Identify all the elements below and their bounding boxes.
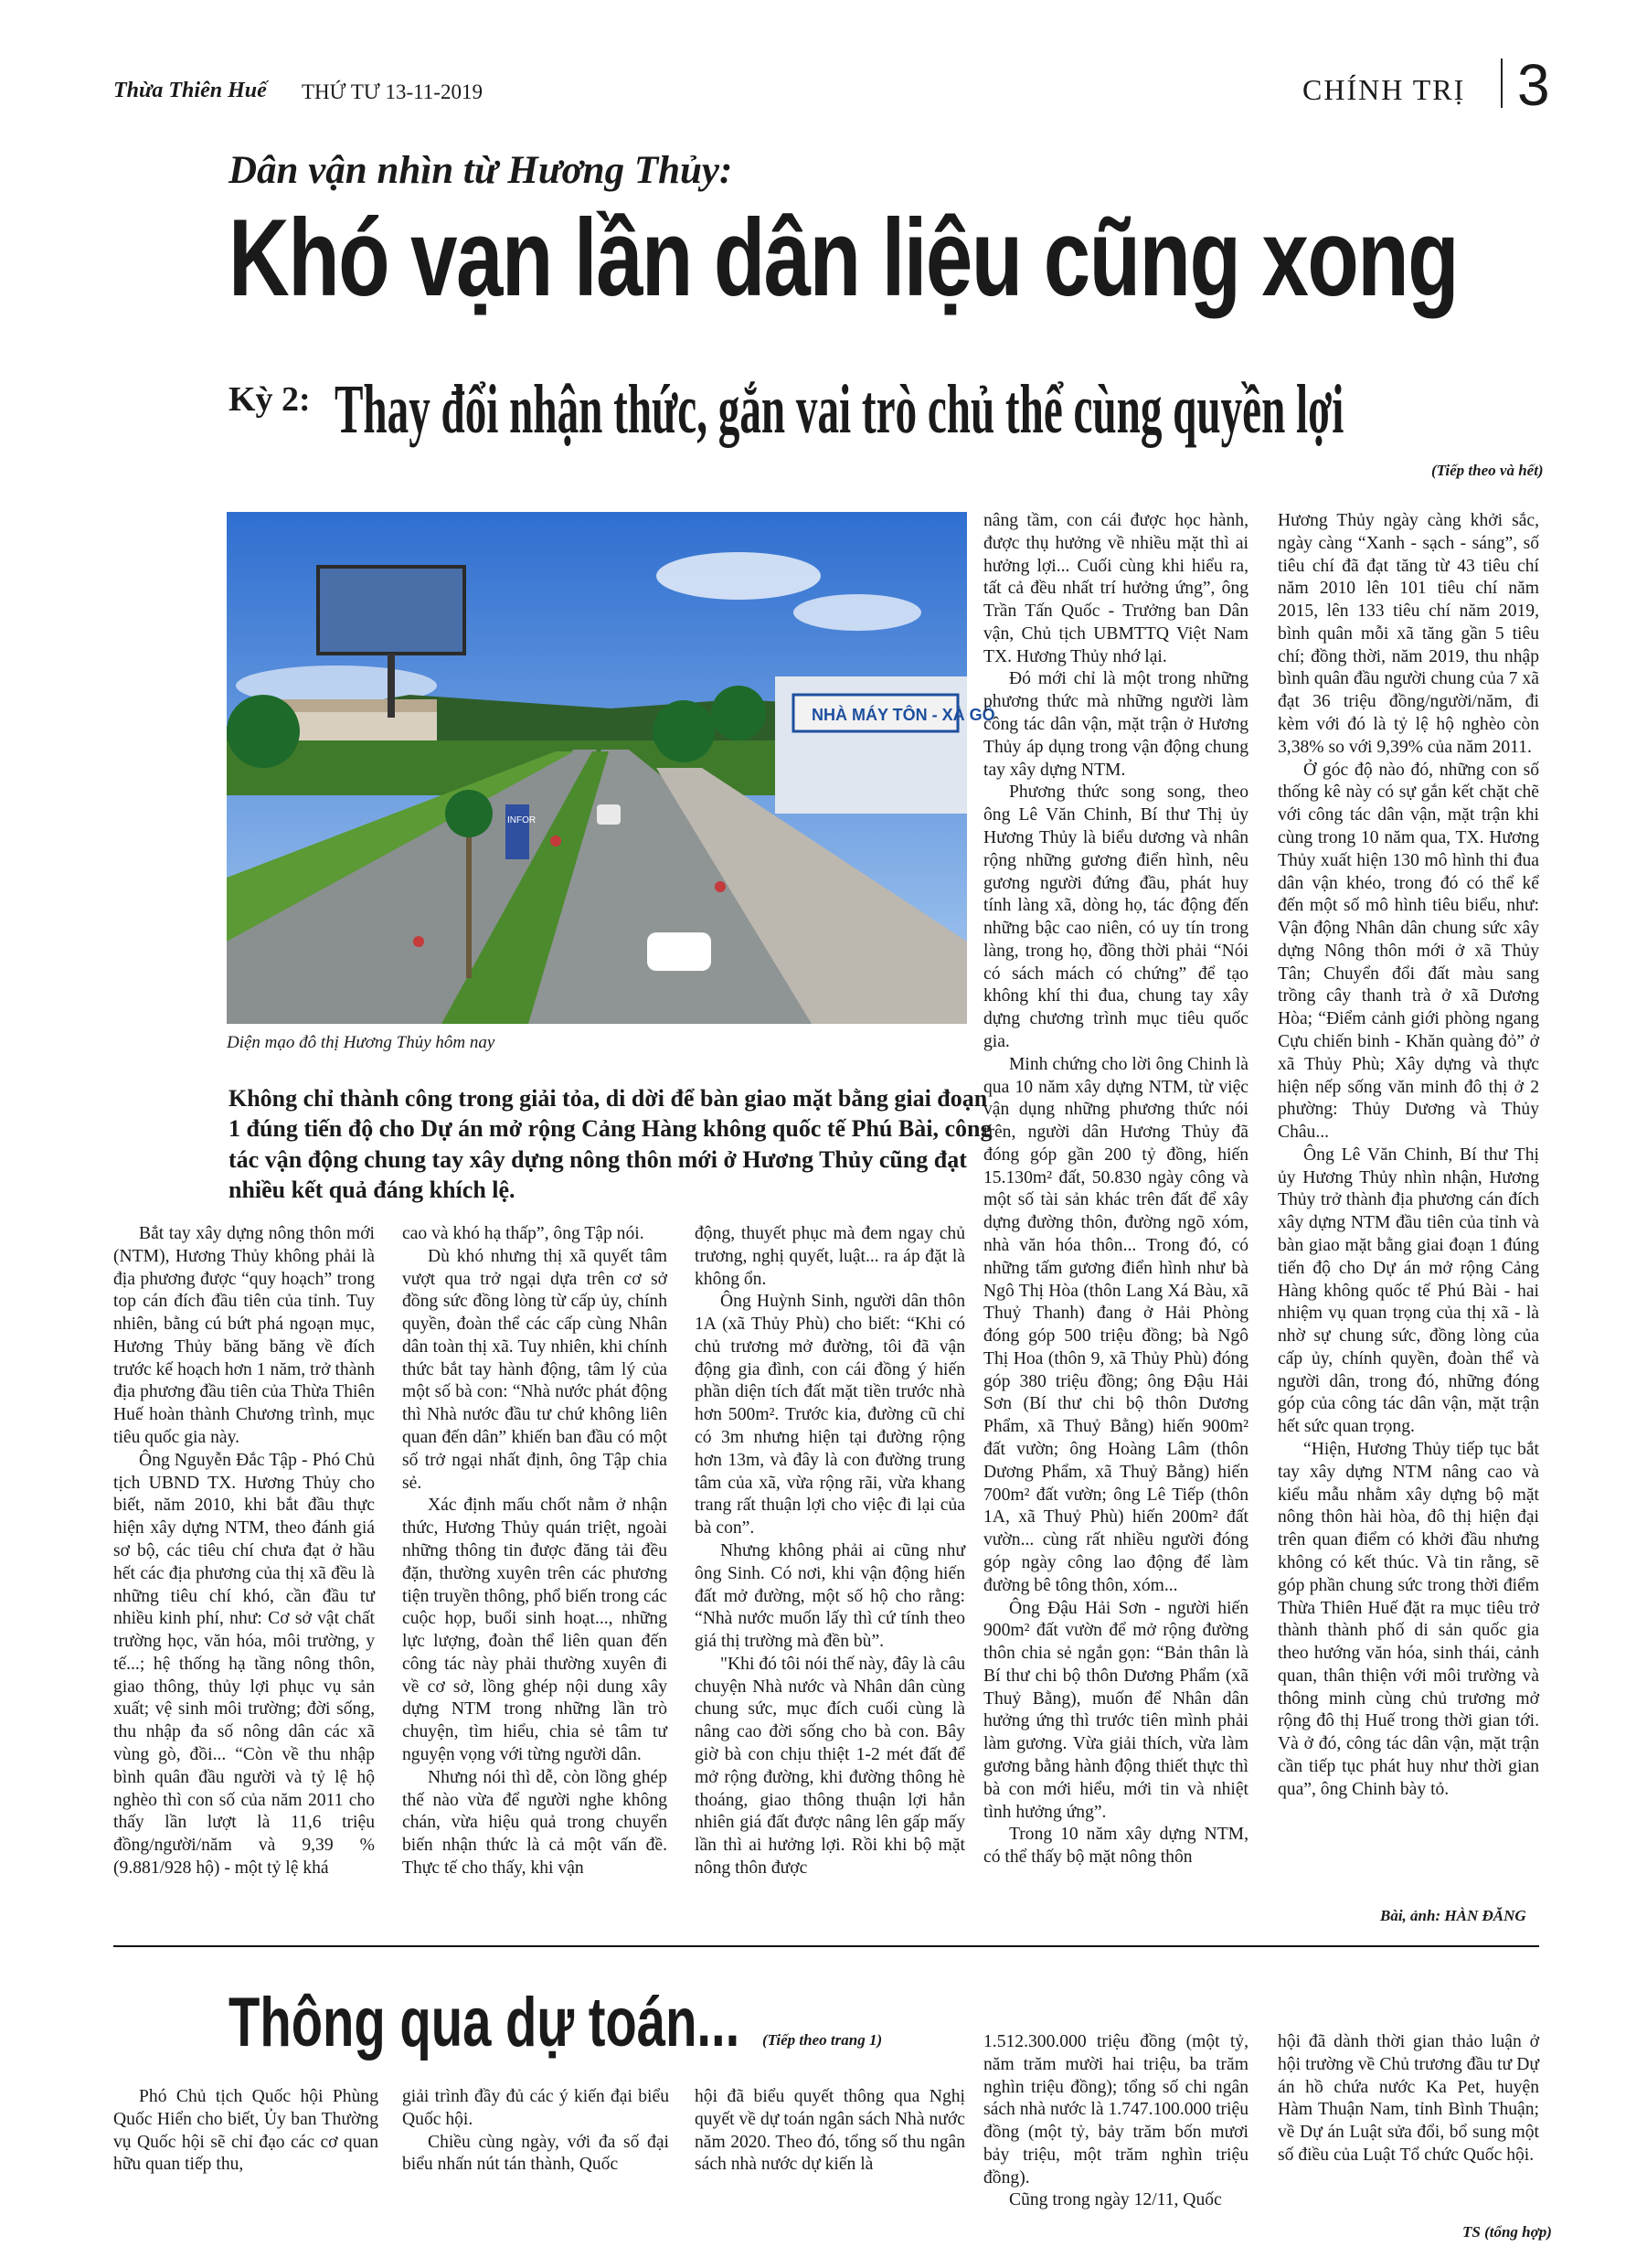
second-article-continued: (Tiếp theo trang 1): [762, 2031, 883, 2049]
second-article-column-5: [1278, 2031, 1539, 2167]
paragraph: hội đã biểu quyết thông qua Nghị quyết về dự toán ngân sách Nhà nước năm 2020. Theo đó, tổng số thu ngân sách nhà nước dự kiến là: [695, 2087, 965, 2175]
paragraph: 1.512.300.000 triệu đồng (một tỷ, năm trăm mười hai triệu, ba trăm nghìn triệu đồng); tổng số chi ngân sách nhà nước là 1.747.100.000 triệu đồng (một tỷ, bảy trăm bốn mươi bảy triệu, một trăm nghìn triệu đồng).: [983, 2032, 1249, 2188]
article-column-top-1: [983, 510, 1249, 1869]
article-photo: [227, 512, 995, 1024]
article-column-bottom-2: [402, 1223, 667, 1880]
paragraph: Bắt tay xây dựng nông thôn mới (NTM), Hương Thủy không phải là địa phương được “quy hoạch” trong top cán đích đầu tiên của tỉnh. Tuy nhiên, bằng cú bứt phá ngoạn mục, Hương Thủy băng băng về đích trước kế hoạch hơn 1 năm, trở thành địa phương đầu tiên của Thừa Thiên Huế hoàn thành Chương trình, mục tiêu quốc gia này.: [113, 1224, 375, 1448]
paragraph: Ở góc độ nào đó, những con số thống kê này có sự gắn kết chặt chẽ với công tác dân vận, mặt trận khi cùng trong 10 năm qua, TX. Hương Thủy xuất hiện 130 mô hình thi đua dân vận khéo, trong đó có thể kể đến một số mô hình tiêu biểu, như: Vận động Nhân dân chung sức xây dựng Nông thôn mới ở xã Thủy Tân; Chuyển đổi đất màu sang trồng cây thanh trà ở xã Dương Hòa; “Điểm cảnh giới phòng ngang Cựu chiến binh - Khăn quàng đỏ” ở xã Thủy Phù; Xây dựng và thực hiện nếp sống văn minh đô thị ở 2 phường: Thủy Dương và Thủy Châu...: [1278, 760, 1539, 1143]
second-article-column-4: [983, 2031, 1249, 2212]
paragraph: Cũng trong ngày 12/11, Quốc: [1009, 2190, 1222, 2210]
second-article-column-3: [695, 2086, 965, 2177]
paragraph: Nhưng nói thì dễ, còn lồng ghép thế nào vừa để người nghe không chán, vừa hiệu quả trong chuyển biến nhận thức là cả một vấn đề. Thực tế cho thấy, khi vận: [402, 1767, 667, 1878]
paragraph: động, thuyết phục mà đem ngay chủ trương, nghị quyết, luật... ra áp đặt là không ổn.: [695, 1224, 965, 1289]
article-column-bottom-3: [695, 1223, 965, 1880]
article-headline: Khó vạn lần dân liệu cũng xong: [228, 197, 1459, 319]
article-column-top-2: [1278, 510, 1539, 1802]
paragraph: hội đã dành thời gian thảo luận ở hội trường về Chủ trương đầu tư Dự án hồ chứa nước Ka Pet, huyện Hàm Thuận Nam, tỉnh Bình Thuận; về Dự án Luật sửa đổi, bổ sung một số điều của Luật Tổ chức Quốc hội.: [1278, 2032, 1539, 2165]
paragraph: Ông Huỳnh Sinh, người dân thôn 1A (xã Thủy Phù) cho biết: “Khi có chủ trương mở đường, tôi đã vận động gia đình, con cái đồng ý hiến phần diện tích đất mặt tiền trước nhà hơn 500m². Trước kia, đường cũ chỉ có 3m nhưng hiện tại đường rộng hơn 13m, và đây là con đường trung tâm của xã, vừa rộng rãi, vừa khang trang rất thuận lợi cho việc đi lại của bà con”.: [695, 1292, 965, 1539]
paragraph: nâng tầm, con cái được học hành, được thụ hưởng về nhiều mặt thì ai hưởng lợi... Cuối cùng khi hiểu ra, tất cả đều nhất trí hưởng ứng”, ông Trần Tấn Quốc - Trưởng ban Dân vận, Chủ tịch UBMTTQ Việt Nam TX. Hương Thủy nhớ lại.: [983, 511, 1249, 666]
paragraph: “Hiện, Hương Thủy tiếp tục bắt tay xây dựng NTM nâng cao và kiểu mẫu nhằm xây dựng bộ mặt nông thôn hài hòa, đô thị hiện đại trên quan điểm có khởi đầu nhưng không có kết thúc. Và tin rằng, sẽ góp phần chung sức trong thời điểm Thừa Thiên Huế đặt ra mục tiêu trở thành thành phố di sản quốc gia theo hướng văn hóa, sinh thái, cảnh quan, thân thiện với môi trường và thông minh cùng chủ trương mở rộng đô thị Huế trong thời gian tới. Và ở đó, công tác dân vận, mặt trận cần tiếp tục phát huy như thời gian qua”, ông Chinh bày tỏ.: [1278, 1440, 1539, 1799]
paragraph: Ông Đậu Hải Sơn - người hiến 900m² đất vườn để mở rộng đường thôn chia sẻ ngắn gọn: “Bản thân là Bí thư chi bộ thôn Dương Phẩm (xã Thuỷ Bằng), muốn để Nhân dân hưởng ứng thì trước tiên mình phải làm gương. Vừa giải thích, vừa làm gương bằng hành động thiết thực thì bà con mới hiểu, mới tin và nhiệt tình hưởng ứng”.: [983, 1598, 1249, 1822]
paragraph: Ông Lê Văn Chinh, Bí thư Thị ủy Hương Thủy nhìn nhận, Hương Thủy trở thành địa phương cán đích xây dựng NTM đầu tiên của tỉnh và bàn giao mặt bằng giai đoạn 1 đúng tiến độ cho Dự án mở rộng Cảng Hàng không quốc tế Phú Bài - hai nhiệm vụ quan trọng của thị xã - là nhờ sự chung sức, đồng lòng của cấp ủy, chính quyền, đoàn thể và người dân, trong đó, những đóng góp của công tác dân vận, mặt trận hết sức quan trọng.: [1278, 1145, 1539, 1437]
paragraph: Ông Nguyễn Đắc Tập - Phó Chủ tịch UBND TX. Hương Thủy cho biết, năm 2010, khi bắt đầu thực hiện xây dựng NTM, theo đánh giá sơ bộ, các tiêu chí chưa đạt ở hầu hết các địa phương của thị xã đều là những tiêu chí khó, cần đầu tư nhiều kinh phí, như: Cơ sở vật chất trường học, văn hóa, môi trường, y tế...; hệ thống hạ tầng nông thôn, giao thông, thủy lợi phục vụ sản xuất; vệ sinh môi trường; đời sống, thu nhập đa số nông dân các xã vùng gò, đồi... “Còn về thu nhập bình quân đầu người và tỷ lệ hộ nghèo thì con số của năm 2011 cho thấy lần lượt là 11,6 triệu đồng/người/năm và 9,39 % (9.881/928 hộ) - một tỷ lệ khá: [113, 1450, 375, 1878]
billboard: [318, 567, 464, 654]
episode-label: Kỳ 2:: [228, 380, 311, 419]
section-divider: [1501, 59, 1503, 108]
billboard-sign-text: INFOR: [507, 815, 537, 825]
continuation-note: (Tiếp theo và hết): [1431, 462, 1544, 479]
article-byline: Bài, ảnh: HÀN ĐĂNG: [1380, 1907, 1526, 1924]
paragraph: Phương thức song song, theo ông Lê Văn Chinh, Bí thư Thị ủy Hương Thủy là biểu dương và nhân rộng những gương điển hình, nêu gương người đứng đầu, phát huy tính làng xã, dòng họ, tác động đến những bậc cao niên, có uy tín trong làng, trong họ, đồng thời phải “Nói có sách mách có chứng” để tạo không khí thi đua, chung tay xây dựng chương trình mục tiêu quốc gia.: [983, 783, 1249, 1051]
article-subheadline: Thay đổi nhận thức, gắn vai trò chủ thể cùng quyền lợi: [335, 371, 1344, 448]
article-kicker: Dân vận nhìn từ Hương Thủy:: [228, 149, 733, 192]
page-number: 3: [1517, 52, 1550, 118]
paragraph: cao và khó hạ thấp”, ông Tập nói.: [402, 1224, 644, 1243]
paragraph: Hương Thủy ngày càng khởi sắc, ngày càng “Xanh - sạch - sáng”, số tiêu chí đã đạt tăng từ 43 tiêu chí năm 2010 lên 101 tiêu chí năm 2015, lên 133 tiêu chí năm 2019, bình quân mỗi xã tăng gần 5 tiêu chí; đồng thời, năm 2019, thu nhập bình quân đầu người chung của 7 xã đạt 36 triệu đồng/người/năm, đi kèm với đó là tỷ lệ hộ nghèo còn 3,38% so với 9,39% của năm 2011.: [1278, 511, 1539, 757]
publication-name: Thừa Thiên Huế: [113, 79, 267, 102]
article-lead: Không chỉ thành công trong giải tỏa, di dời để bàn giao mặt bằng giai đoạn 1 đúng tiến độ cho Dự án mở rộng Cảng Hàng không quốc tế Phú Bài, công tác vận động chung tay xây dựng nông thôn mới ở Hương Thủy cũng đạt nhiều kết quả đáng khích lệ.: [228, 1085, 993, 1203]
paragraph: Xác định mấu chốt nằm ở nhận thức, Hương Thủy quán triệt, ngoài những thông tin được đăng tải đều đặn, thường xuyên trên các phương tiện truyền thông, phổ biến trong các cuộc họp, buổi sinh hoạt..., những lực lượng, đoàn thể liên quan đến công tác này phải thường xuyên đi về cơ sở, lồng ghép nội dung xây dựng NTM trong những lần trò chuyện, tìm hiểu, chia sẻ tâm tư nguyện vọng với từng người dân.: [402, 1496, 667, 1764]
shop-sign-text: NHÀ MÁY TÔN - XÀ GỒ: [812, 706, 995, 724]
photo-caption: Diện mạo đô thị Hương Thủy hôm nay: [227, 1033, 495, 1052]
paragraph: giải trình đầy đủ các ý kiến đại biểu Quốc hội.: [402, 2087, 669, 2129]
second-article-byline: TS (tổng hợp): [1462, 2223, 1552, 2241]
paragraph: Dù khó nhưng thị xã quyết tâm vượt qua trở ngại dựa trên cơ sở đồng sức đồng lòng từ cấp ủy, chính quyền, đoàn thể các cấp cùng Nhân dân toàn thị xã. Tuy nhiên, khi chính thức bắt tay hành động, tâm lý của một số bà con: “Nhà nước phát động thì Nhà nước đầu tư chứ không liên quan đến dân” khiến ban đầu có một số trở ngại nhất định, ông Tập chia sẻ.: [402, 1246, 667, 1493]
paragraph: "Khi đó tôi nói thế này, đây là câu chuyện Nhà nước và Nhân dân cùng chung sức, mục đích cuối cùng là nâng cao đời sống cho bà con. Bây giờ bà con chịu thiệt 1-2 mét đất để mở rộng đường, khi đường thông hè thoáng, giao thông thuận lợi hẳn nhiên giá đất được nâng lên gấp mấy lần thì ai hưởng lợi. Rồi khi bộ mặt nông thôn được: [695, 1654, 965, 1878]
second-article-headline: Thông qua dự toán...: [228, 1984, 740, 2061]
article-column-bottom-1: [113, 1223, 375, 1880]
second-article-column-1: [113, 2086, 378, 2177]
section-label: CHÍNH TRỊ: [1302, 73, 1466, 106]
paragraph: Minh chứng cho lời ông Chinh là qua 10 năm xây dựng NTM, từ việc vận dụng những phương thức nói trên, người dân Hương Thủy đã đóng góp gần 200 tỷ đồng, hiến 15.130m² đất, 50.830 ngày công và một số tài sản khác trên đất để xây dựng đường thôn, đường ngõ xóm, nhà văn hóa thôn... Trong đó, có những tấm gương điển hình như bà Ngô Thị Hòa (thôn Lang Xá Bàu, xã Thuỷ Thanh) đang ở Hải Phòng đóng góp 500 triệu đồng; bà Ngô Thị Hoa (thôn 9, xã Thủy Phù) đóng góp 380 triệu đồng; ông Đậu Hải Sơn (Bí thư chi bộ thôn Dương Phẩm, xã Thuỷ Bằng) hiến 900m² đất vườn; ông Hoàng Lâm (thôn Dương Phẩm, xã Thuỷ Bằng) hiến 700m² đất vườn; ông Lê Tiếp (thôn 1A, xã Thuỷ Phù) hiến 200m² đất vườn... cùng rất nhiều người đóng góp ngày công lao động để làm đường bê tông thôn, xóm...: [983, 1054, 1249, 1595]
paragraph: Trong 10 năm xây dựng NTM, có thể thấy bộ mặt nông thôn: [983, 1825, 1249, 1868]
paragraph: Chiều cùng ngày, với đa số đại biểu nhấn nút tán thành, Quốc: [402, 2132, 669, 2175]
paragraph: Nhưng không phải ai cũng như ông Sinh. Có nơi, khi vận động hiến đất mở đường, một số hộ cho rằng: “Nhà nước muốn lấy thì cứ tính theo giá thị trường mà đền bù”.: [695, 1540, 965, 1652]
street-scene-illustration: [227, 512, 995, 1024]
paragraph: Đó mới chỉ là một trong những phương thức mà những người làm công tác dân vận, mặt trận ở Hương Thủy áp dụng trong vận động chung tay xây dựng NTM.: [983, 669, 1249, 780]
paragraph: Phó Chủ tịch Quốc hội Phùng Quốc Hiển cho biết, Ủy ban Thường vụ Quốc hội sẽ chỉ đạo các cơ quan hữu quan tiếp thu,: [113, 2087, 378, 2175]
issue-date: THỨ TƯ 13-11-2019: [302, 80, 483, 103]
second-article-column-2: [402, 2086, 669, 2177]
section-rule: [113, 1945, 1539, 1947]
